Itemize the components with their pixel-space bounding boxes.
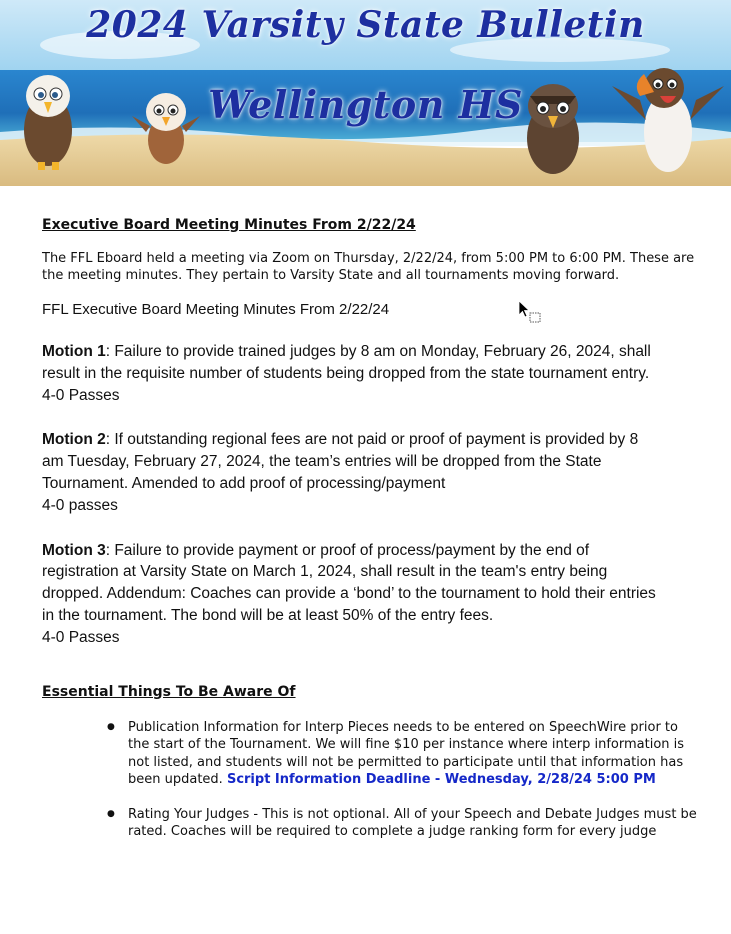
motion-label: Motion 2 xyxy=(42,431,106,449)
motion-result: 4-0 Passes xyxy=(42,628,120,646)
motion-text: : Failure to provide trained judges by 8 am on Monday, February 26, 2024, shall result in the requisite number of students being dropped from the state tournament entry. xyxy=(42,343,651,382)
motion-result: 4-0 Passes xyxy=(42,386,120,404)
essential-heading: Essential Things To Be Aware Of xyxy=(42,683,296,700)
list-item-text: Rating Your Judges - This is not optional. All of your Speech and Debate Judges must be rated. Coaches will be required to complete a judge ranking form for every judge xyxy=(128,806,697,840)
motion-result: 4-0 passes xyxy=(42,496,118,514)
minutes-heading: Executive Board Meeting Minutes From 2/22/24 xyxy=(42,217,416,233)
minutes-subtitle: FFL Executive Board Meeting Minutes From 2/22/24 xyxy=(42,301,390,318)
script-deadline: Script Information Deadline - Wednesday, 2/28/24 5:00 PM xyxy=(226,772,656,788)
motion-2 xyxy=(42,429,662,516)
essential-list xyxy=(42,719,702,841)
bulletin-title: 2024 Varsity State Bulletin xyxy=(86,4,645,46)
motion-text: : If outstanding regional fees are not paid or proof of payment is provided by 8 am Tuesday, February 27, 2024, the team’s entries will be dropped from the State Tournament. Amended to add proof of processing/payment xyxy=(42,431,639,492)
list-item xyxy=(108,806,700,841)
list-item xyxy=(108,719,700,789)
motion-1 xyxy=(42,341,662,406)
list-item-text: Publication Information for Interp Pieces needs to be entered on SpeechWire prior to the start of the Tournament. We will fine $10 per instance where interp information is not listed, and students will not be permitted to participate until that information has been updated. xyxy=(128,719,685,788)
motion-3 xyxy=(42,540,662,649)
motion-label: Motion 1 xyxy=(42,343,106,360)
mouse-cursor-icon xyxy=(517,300,543,326)
motion-label: Motion 3 xyxy=(42,541,106,559)
document-body xyxy=(42,216,702,858)
header-banner xyxy=(0,0,731,186)
motion-text: : Failure to provide payment or proof of process/payment by the end of registration at Varsity State on March 1, 2024, shall result in the team's entry being dropped. Addendum: Coaches can provide a ‘bond’ to the tournament to hold their entries in the tournament. The bond will be at least 50% of the entry fees. xyxy=(42,541,656,624)
school-name: Wellington HS xyxy=(208,82,523,127)
minutes-intro: The FFL Eboard held a meeting via Zoom on Thursday, 2/22/24, from 5:00 PM to 6:00 PM. These are the meeting minutes. They pertain to Varsity State and all tournaments moving forward. xyxy=(42,251,695,283)
